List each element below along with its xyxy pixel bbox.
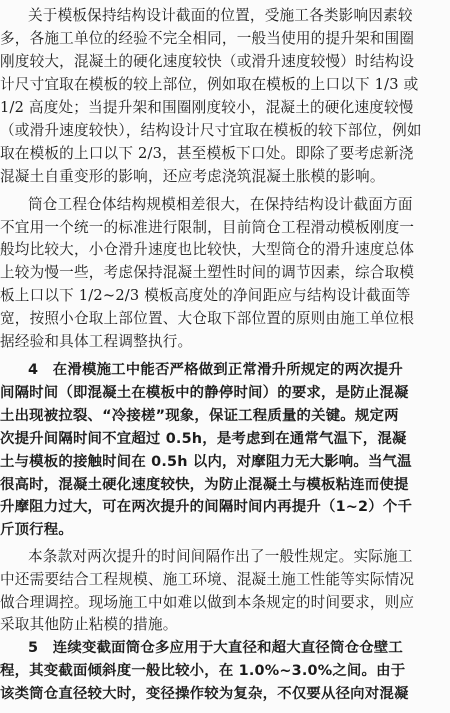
text-line: 该类筒仓直径较大时，变径操作较为复杂，不仅要从径向对混凝	[0, 686, 409, 702]
text-line: 般均比较大，小仓滑升速度也比较快，大型筒仓的滑升速度总体	[0, 241, 415, 259]
text-line: 宽，按照小仓取上部位置、大仓取下部位置的原则由施工单位根	[0, 310, 415, 328]
text-line: 程，其变截面倾斜度一般比较小，在 1.0%~3.0%之间。由于	[0, 663, 406, 680]
text-line: 筒仓工程仓体结构规模相差很大，在保持结构设计截面方面	[28, 195, 413, 213]
text-line: 取在模板的上口以下 2/3，甚至模板下口处。即除了要考虑新浇	[0, 144, 414, 162]
text-line: 板上口以下 1/2~2/3 模板高度处的净间距应与结构设计截面等	[0, 287, 411, 305]
text-line: 计尺寸宜取在模板的较上部位，例如取在模板的上口以下 1/3 或	[0, 75, 419, 93]
text-line: 关于模板保持结构设计截面的位置，受施工各类影响因素较	[28, 7, 413, 25]
text-line: 据经验和具体工程调整执行。	[0, 332, 193, 350]
text-line: 中还需要结合工程规模、施工环境、混凝土施工性能等实际情况	[0, 570, 415, 588]
text-line: 间隔时间（即混凝土在模板中的静停时间）的要求，是防止混凝	[0, 385, 409, 401]
text-line: 1/2 高度处；当提升架和围圈刚度较小，混凝土的硬化速度较慢	[0, 98, 414, 116]
text-line: 很高时，混凝土硬化速度较快，为防止混凝土与模板粘连而使提	[0, 476, 409, 493]
text-line: 升摩阻力过大，可在两次提升的间隔时间内再提升（1~2）个千	[0, 499, 413, 516]
text-line: 采取其他防止粘模的措施。	[0, 616, 178, 634]
clause-heading-line: 4 在滑模施工中能否严格做到正常滑升所规定的两次提升	[28, 362, 403, 379]
text-line: 混凝土自重变形的影响，还应考虑浇筑混凝土胀模的影响。	[0, 167, 385, 185]
text-line: 不宜用一个统一的标准进行限制，目前筒仓工程滑动模板刚度一	[0, 218, 415, 236]
text-line: 斤顶行程。	[0, 522, 73, 539]
text-line: 做合理调控。现场施工中如难以做到本条规定的时间要求，则应	[0, 593, 415, 611]
text-line: 土出现被拉裂、“冷接槎”现象，保证工程质量的关键。规定两	[0, 407, 399, 424]
text-line: 本条款对两次提升的时间间隔作出了一般性规定。实际施工	[28, 547, 413, 565]
text-line: 上较为慢一些，考虑保持混凝土塑性时间的调节因素，综合取模	[0, 264, 415, 282]
text-line: 多，各施工单位的经验不完全相同，一般当使用的提升架和围圈	[0, 30, 415, 48]
text-line: （或滑升速度较快），结构设计尺寸宜取在模板的较下部位，例如	[0, 121, 422, 139]
text-line: 次提升间隔时间不宜超过 0.5h，是考虑到在通常气温下，混凝	[0, 430, 407, 447]
text-line: 刚度较大，混凝土的硬化速度较快（或滑升速度较慢）时结构设	[0, 53, 415, 70]
clause-heading-line: 5 连续变截面筒仓多应用于大直径和超大直径筒仓仓壁工	[28, 640, 403, 657]
text-line: 土与模板的接触时间在 0.5h 以内，对摩阻力无大影响。当气温	[0, 453, 412, 470]
